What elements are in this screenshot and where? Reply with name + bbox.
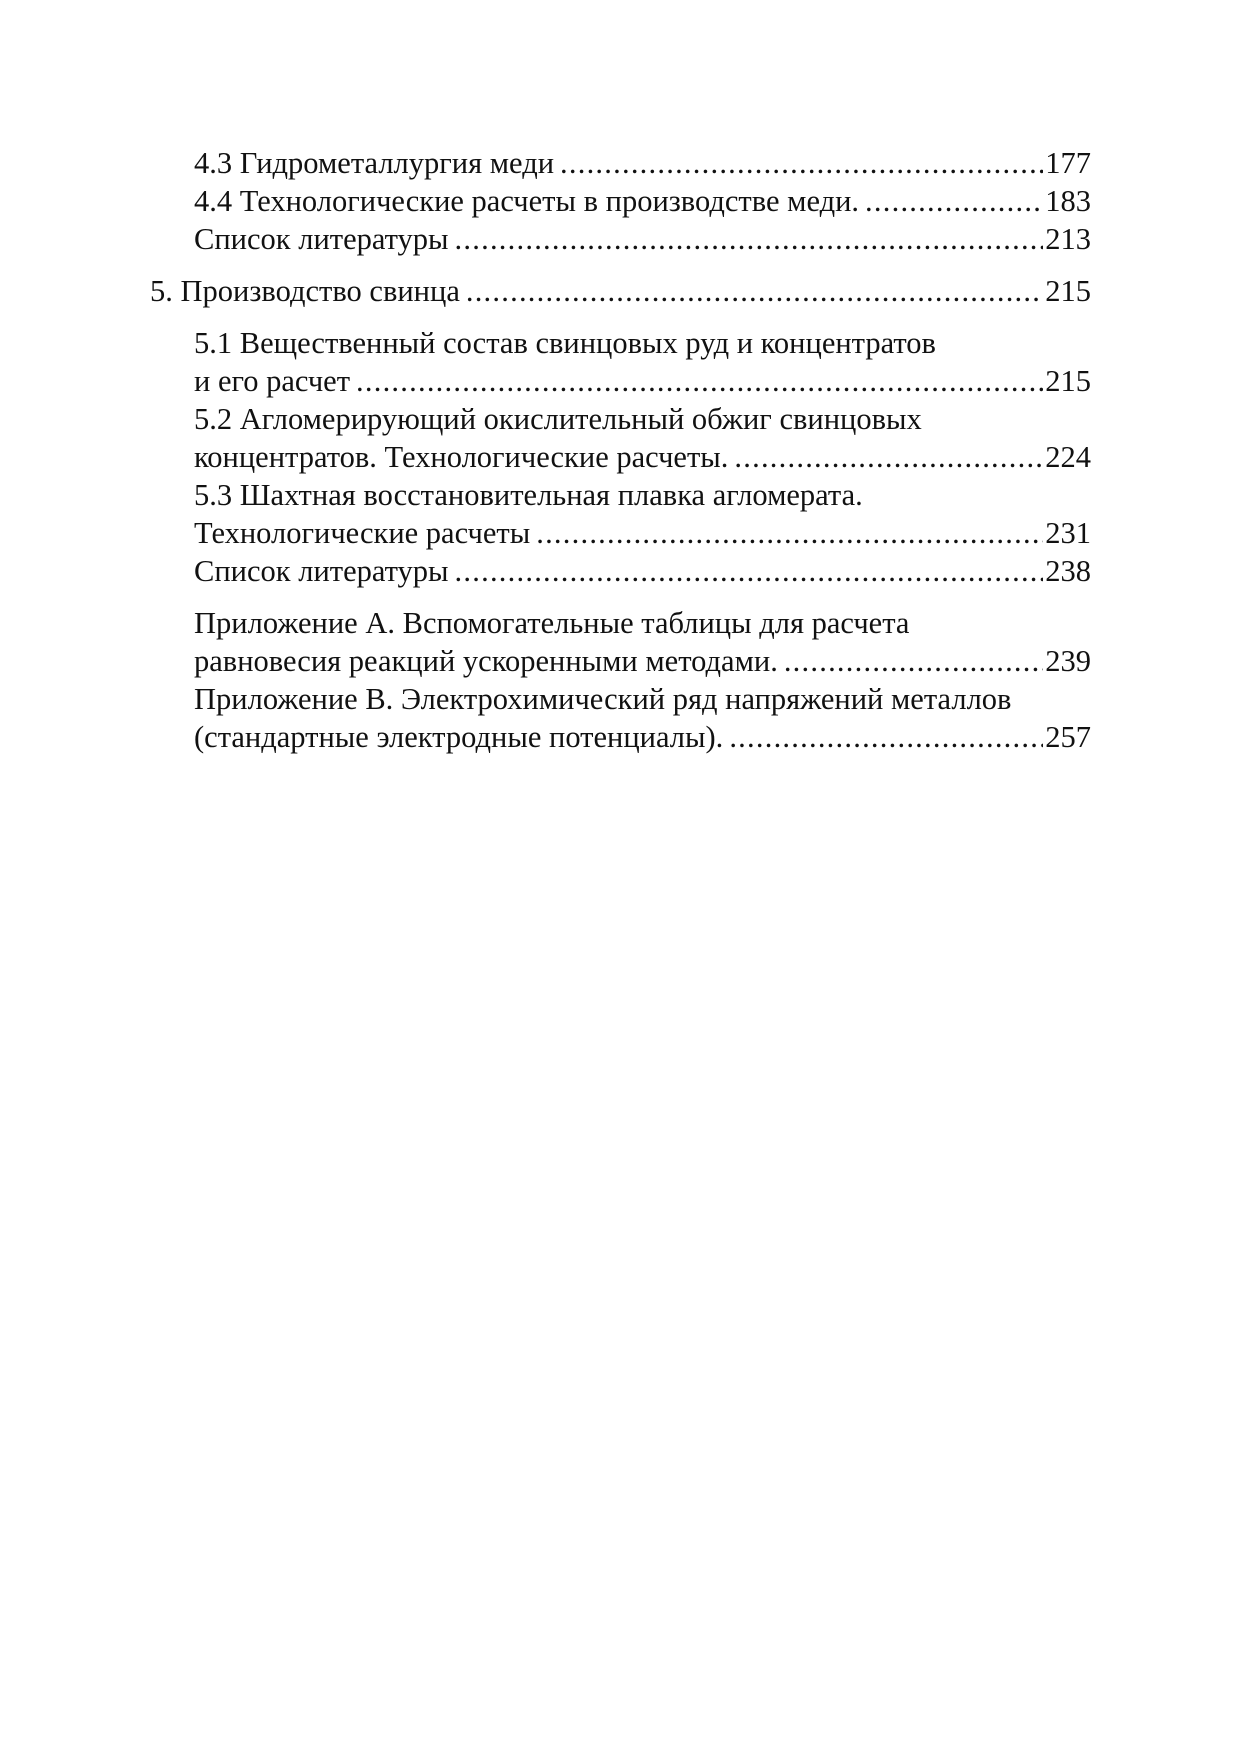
dot-leader [784, 642, 1043, 680]
toc-entry-page: 177 [1045, 146, 1091, 180]
dot-leader [455, 220, 1044, 258]
toc-entry-title-line1: 5.3 Шахтная восстановительная плавка агломерата. [194, 478, 863, 512]
toc-entry-page: 239 [1045, 644, 1091, 678]
toc-entry-title: Технологические расчеты [194, 516, 531, 550]
toc-entry-references-5[interactable] [150, 552, 1091, 590]
toc-entry-page: 238 [1045, 554, 1091, 588]
dot-leader [466, 272, 1043, 310]
toc-entry-page: 213 [1045, 222, 1091, 256]
toc-entry-title: равновесия реакций ускоренными методами. [194, 644, 778, 678]
toc-entry-page: 215 [1045, 364, 1091, 398]
toc-entry-page: 215 [1045, 274, 1091, 308]
toc-entry-title-line1: 5.2 Агломерирующий окислительный обжиг свинцовых [194, 402, 922, 436]
toc-appendix-b-line1 [150, 680, 1091, 718]
toc-entry-title: концентратов. Технологические расчеты. [194, 440, 729, 474]
dot-leader [560, 144, 1043, 182]
dot-leader [865, 182, 1043, 220]
toc-appendix-a[interactable] [150, 642, 1091, 680]
table-of-contents [150, 144, 1091, 756]
toc-entry-title: 5. Производство свинца [150, 274, 460, 308]
dot-leader [729, 718, 1043, 756]
dot-leader [455, 552, 1044, 590]
toc-entry-page: 183 [1045, 184, 1091, 218]
toc-entry-title: и его расчет [194, 364, 351, 398]
toc-entry-page: 257 [1045, 720, 1091, 754]
toc-chapter-5[interactable] [150, 272, 1091, 310]
toc-entry-title: Список литературы [194, 222, 449, 256]
toc-entry-page: 231 [1045, 516, 1091, 550]
toc-entry-5-3-line1 [150, 476, 1091, 514]
toc-entry-title: 4.4 Технологические расчеты в производстве меди. [194, 184, 860, 218]
dot-leader [356, 362, 1043, 400]
dot-leader [536, 514, 1043, 552]
toc-entry-title-line1: Приложение В. Электрохимический ряд напряжений металлов [194, 682, 1012, 716]
toc-entry-title-line1: 5.1 Вещественный состав свинцовых руд и концентратов [194, 326, 936, 360]
toc-appendix-a-line1 [150, 604, 1091, 642]
toc-entry-4-4[interactable] [150, 182, 1091, 220]
toc-entry-5-3[interactable] [150, 514, 1091, 552]
toc-entry-title-line1: Приложение А. Вспомогательные таблицы для расчета [194, 606, 910, 640]
toc-entry-5-2[interactable] [150, 438, 1091, 476]
toc-entry-4-3[interactable] [150, 144, 1091, 182]
toc-entry-5-1[interactable] [150, 362, 1091, 400]
toc-entry-title: Список литературы [194, 554, 449, 588]
toc-appendix-b[interactable] [150, 718, 1091, 756]
toc-entry-5-2-line1 [150, 400, 1091, 438]
toc-entry-page: 224 [1045, 440, 1091, 474]
toc-entry-title: (стандартные электродные потенциалы). [194, 720, 724, 754]
toc-entry-references-4[interactable] [150, 220, 1091, 258]
dot-leader [734, 438, 1043, 476]
toc-entry-title: 4.3 Гидрометаллургия меди [194, 146, 555, 180]
toc-entry-5-1-line1 [150, 324, 1091, 362]
